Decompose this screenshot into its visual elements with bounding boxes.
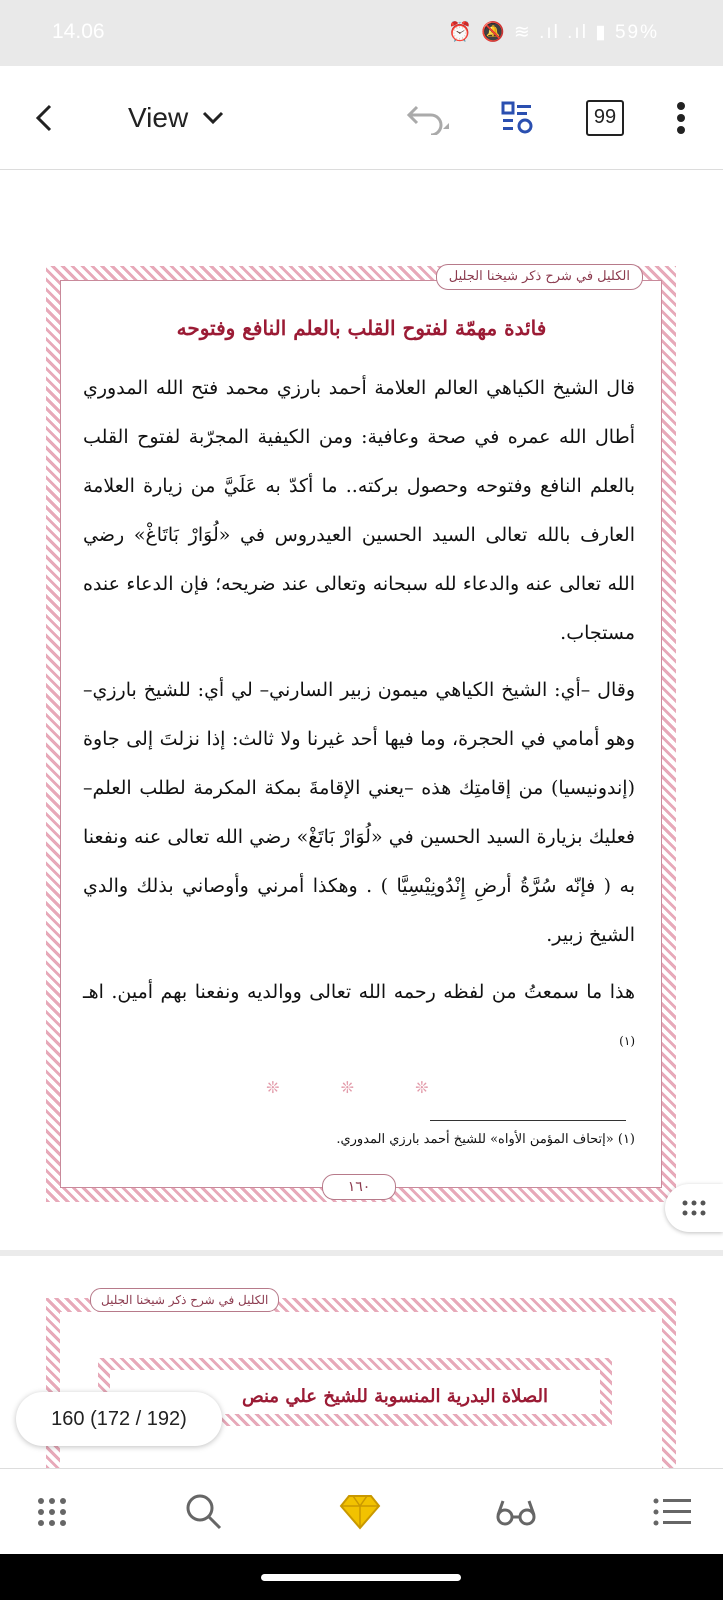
home-handle[interactable] bbox=[261, 1574, 461, 1581]
paragraph-3: هذا ما سمعتُ من لفظه رحمه الله تعالى ووالديه ونفعنا بهم أمين. اهـ $^{(١)}$ bbox=[83, 981, 635, 1048]
signal-icon: .ıl .ıl bbox=[539, 22, 588, 43]
battery-level: 59% bbox=[614, 22, 659, 43]
quick-actions-button[interactable] bbox=[665, 1184, 723, 1232]
footnote-divider bbox=[430, 1120, 626, 1121]
back-button[interactable] bbox=[20, 66, 68, 169]
page-indicator[interactable]: 160 (172 / 192) bbox=[16, 1392, 222, 1446]
status-icons bbox=[448, 20, 659, 44]
chevron-down-icon bbox=[202, 111, 224, 125]
toc-button[interactable] bbox=[490, 66, 546, 169]
undo-button[interactable] bbox=[400, 66, 456, 169]
page-badge: 99 bbox=[586, 100, 624, 136]
previous-page-edge bbox=[0, 170, 723, 217]
page-number: ١٦٠ bbox=[322, 1174, 396, 1200]
separator-stars: ❊ ❊ ❊ bbox=[266, 1078, 457, 1097]
view-dropdown[interactable] bbox=[128, 66, 248, 169]
battery-icon: ▮ bbox=[595, 22, 608, 43]
page-header-label: الكليل في شرح ذكر شيخنا الجليل bbox=[436, 264, 643, 290]
mute-icon: 🔕 bbox=[480, 22, 507, 43]
nav-search-button[interactable] bbox=[174, 1469, 234, 1555]
page-badge-button[interactable] bbox=[583, 66, 627, 169]
search-icon bbox=[185, 1493, 223, 1531]
alarm-icon: ⏰ bbox=[447, 22, 474, 43]
footnote: (١) «إتحاف المؤمن الأواه» للشيخ أحمد بارزي المدوري. bbox=[336, 1132, 635, 1147]
next-section-title: الصلاة البدرية المنسوبة للشيخ علي منص bbox=[241, 1386, 548, 1407]
undo-icon bbox=[405, 101, 451, 135]
nav-reading-button[interactable] bbox=[486, 1469, 546, 1555]
nav-list-button[interactable] bbox=[642, 1469, 702, 1555]
top-toolbar bbox=[0, 66, 723, 170]
next-page-header-label: الكليل في شرح ذكر شيخنا الجليل bbox=[90, 1288, 279, 1312]
footnote-ref[interactable]: (١) bbox=[619, 1034, 635, 1048]
grid-dots-icon bbox=[681, 1199, 707, 1217]
more-vertical-icon bbox=[676, 101, 686, 135]
nav-grid-button[interactable] bbox=[22, 1469, 82, 1555]
paragraph-1: قال الشيخ الكياهي العالم العلامة أحمد بارزي محمد فتح الله المدوري أطال الله عمره في صحة وعافية: ومن الكيفية المجرّبة لفتوح القلب بالعلم النافع وفتوحه وحصول بركته.. ما أكدّ به عَلَيَّ من زيارة العلامة العارف بالله تعالى السيد الحسين العيدروس في «لُوَارْ بَاتَاغْ» رضي الله تعالى عنه والدعاء لله سبحانه وتعالى عند ضريحه؛ فإن الدعاء عنده مستجاب. bbox=[83, 377, 635, 644]
chevron-left-icon bbox=[32, 103, 56, 133]
wifi-icon: ≋ bbox=[513, 22, 532, 43]
view-label: View bbox=[128, 101, 189, 133]
diamond-icon bbox=[339, 1494, 381, 1530]
status-bar bbox=[0, 0, 723, 66]
section-title: فائدة مهمّة لفتوح القلب بالعلم النافع وفتوحه bbox=[176, 316, 547, 340]
toc-icon bbox=[501, 101, 535, 135]
bottom-navigation bbox=[0, 1468, 723, 1555]
list-icon bbox=[653, 1497, 691, 1527]
paragraph-2: وقال –أي: الشيخ الكياهي ميمون زبير السارني– لي أي: للشيخ بارزي– وهو أمامي في الحجرة، وما فيها أحد غيرنا ولا ثالث: إذا نزلتَ إلى جاوة (إندونيسيا) من إقامتِك هذه –يعني الإقامةَ بمكة المكرمة لطلب العلم– فعليك بزيارة السيد الحسين في «لُوَارْ بَاتَغْ» رضي الله تعالى عنه ونفعنا به ( فإنّه سُرَّةُ أرضِ إِنْدُونِيْسِيَّا ) . وهكذا أمرني وأوصاني بذلك والدي الشيخ زبير. bbox=[83, 679, 635, 946]
grid-icon bbox=[36, 1496, 68, 1528]
more-button[interactable] bbox=[664, 66, 698, 169]
status-time: 14.06 bbox=[52, 20, 105, 43]
glasses-icon bbox=[495, 1497, 537, 1527]
system-navigation-bar bbox=[0, 1554, 723, 1600]
nav-premium-button[interactable] bbox=[330, 1469, 390, 1555]
